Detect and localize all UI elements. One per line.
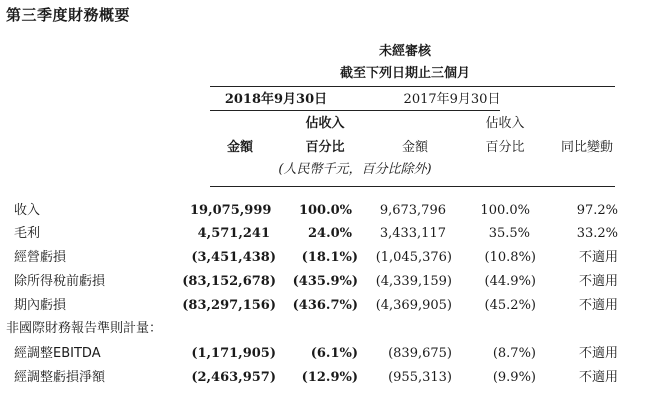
revenue-pct-2018: 100.0%	[298, 203, 352, 218]
loss-before-tax-amount-2017: (4,339,159)	[375, 274, 452, 289]
page-title: 第三季度財務概要	[6, 6, 131, 24]
operating-loss-pct-2018: (18.1%)	[301, 250, 358, 265]
header-rule-2	[210, 110, 500, 111]
pct-2017-header-line2: 百分比	[485, 140, 525, 155]
row-label-loss-before-tax: 除所得稅前虧損	[14, 274, 106, 289]
adjusted-net-loss-amount-2018: (2,463,957)	[191, 370, 276, 385]
operating-loss-pct-2017: (10.8%)	[484, 250, 536, 265]
adjusted-ebitda-amount-2018: (1,171,905)	[191, 346, 276, 361]
pct-2017-header-line1: 佔收入	[485, 116, 525, 131]
revenue-yoy: 97.2%	[576, 203, 618, 218]
amount-2017-header: 金額	[401, 140, 428, 155]
loss-before-tax-pct-2018: (435.9%)	[292, 274, 358, 289]
yoy-header: 同比變動	[560, 140, 613, 155]
operating-loss-amount-2018: (3,451,438)	[191, 250, 276, 265]
loss-before-tax-amount-2018: (83,152,678)	[182, 274, 276, 289]
gross-profit-amount-2018: 4,571,241	[197, 226, 270, 241]
row-label-adjusted-net-loss: 經調整虧損淨額	[14, 370, 106, 385]
header-rule-1	[210, 86, 615, 87]
adjusted-ebitda-amount-2017: (839,675)	[388, 346, 452, 361]
loss-before-tax-yoy: 不適用	[578, 274, 618, 289]
period-loss-amount-2017: (4,369,905)	[375, 298, 452, 313]
unaudited-header: 未經審核	[378, 44, 431, 59]
row-label-adjusted-ebitda: 經調整EBITDA	[14, 346, 101, 361]
revenue-pct-2017: 100.0%	[480, 203, 530, 218]
adjusted-net-loss-yoy: 不適用	[578, 370, 618, 385]
period-header: 截至下列日期止三個月	[339, 66, 470, 81]
row-label-gross-profit: 毛利	[14, 226, 41, 241]
adjusted-ebitda-yoy: 不適用	[578, 346, 618, 361]
adjusted-net-loss-pct-2017: (9.9%)	[492, 370, 536, 385]
date-2017-header: 2017年9月30日	[403, 92, 501, 107]
adjusted-ebitda-pct-2017: (8.7%)	[492, 346, 536, 361]
adjusted-net-loss-amount-2017: (955,313)	[388, 370, 452, 385]
header-rule-3	[210, 186, 615, 187]
amount-2018-header: 金額	[226, 140, 253, 155]
period-loss-amount-2018: (83,297,156)	[182, 298, 276, 313]
date-2018-header: 2018年9月30日	[224, 92, 328, 107]
revenue-amount-2018: 19,075,999	[190, 203, 272, 218]
adjusted-net-loss-pct-2018: (12.9%)	[301, 370, 358, 385]
operating-loss-amount-2017: (1,045,376)	[375, 250, 452, 265]
row-label-revenue: 收入	[14, 203, 41, 218]
period-loss-pct-2018: (436.7%)	[292, 298, 358, 313]
non-ifrs-section-label: 非國際財務報告準則計量：	[6, 321, 163, 336]
row-label-operating-loss: 經營虧損	[14, 250, 67, 265]
pct-2018-header-line2: 百分比	[305, 140, 345, 155]
gross-profit-amount-2017: 3,433,117	[379, 226, 446, 241]
operating-loss-yoy: 不適用	[578, 250, 618, 265]
gross-profit-pct-2018: 24.0%	[307, 226, 352, 241]
row-label-period-loss: 期內虧損	[14, 298, 67, 313]
gross-profit-yoy: 33.2%	[576, 226, 618, 241]
period-loss-pct-2017: (45.2%)	[484, 298, 536, 313]
adjusted-ebitda-pct-2018: (6.1%)	[310, 346, 358, 361]
period-loss-yoy: 不適用	[578, 298, 618, 313]
revenue-amount-2017: 9,673,796	[379, 203, 446, 218]
pct-2018-header-line1: 佔收入	[305, 116, 345, 131]
gross-profit-pct-2017: 35.5%	[488, 226, 530, 241]
loss-before-tax-pct-2017: (44.9%)	[484, 274, 536, 289]
unit-note: (人民幣千元，百分比除外)	[278, 162, 432, 177]
